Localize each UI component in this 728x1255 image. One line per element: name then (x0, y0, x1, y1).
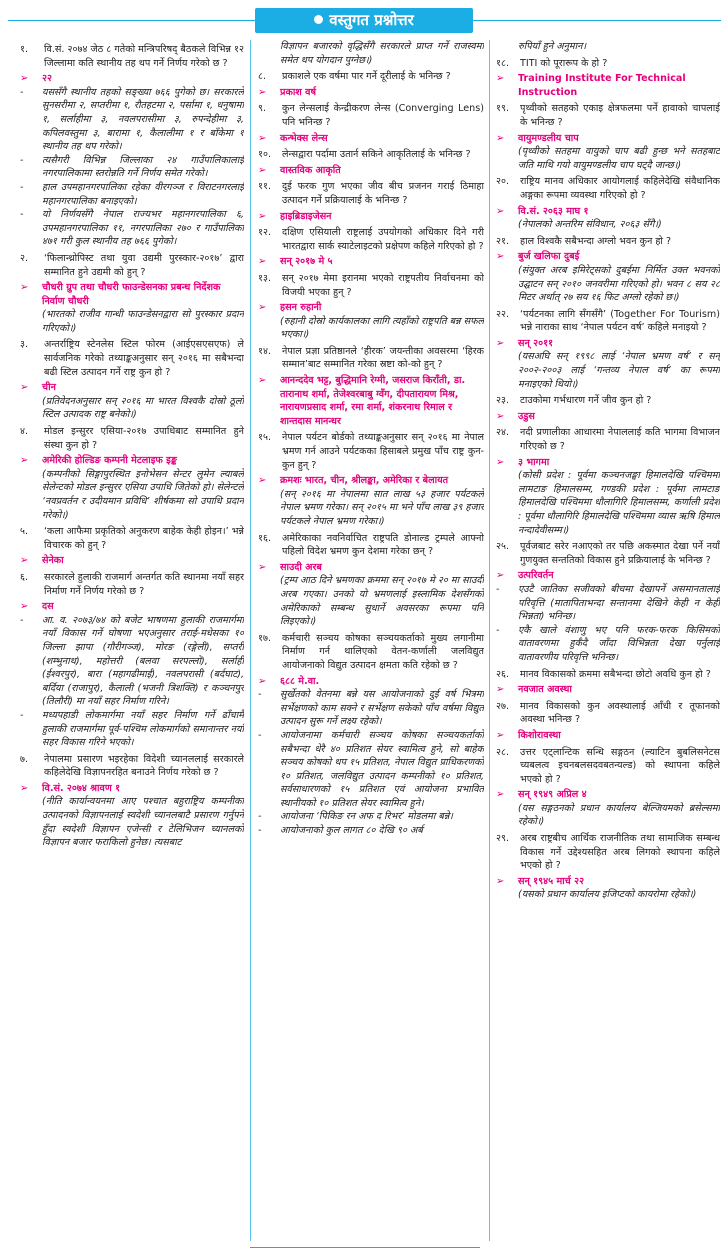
question-item (20, 571, 244, 598)
answer-item (258, 210, 484, 224)
question-item (258, 180, 484, 207)
bullet-item (258, 729, 484, 811)
answer-text: नवजात अवस्था (518, 684, 572, 696)
question-number: २५. (496, 541, 510, 553)
header-rule-left (8, 20, 255, 21)
question-number: ६. (20, 571, 29, 583)
question-number: २१. (496, 235, 510, 247)
note-text: (प्रतिवेदनअनुसार सन् २०१६ मा भारत विश्वकै दोस्रो ठूलो स्टिल उत्पादक राष्ट्र बनेको।) (42, 395, 244, 421)
question-number: १. (20, 44, 29, 55)
answer-text: उडुस (518, 410, 535, 422)
answer-item (20, 554, 244, 568)
dash-icon: - (20, 614, 24, 626)
dash-icon: - (20, 209, 24, 221)
answer-item (496, 875, 720, 889)
note-text: (सन् २०१६ मा नेपालमा सात लाख ५३ हजार पर्यटकले नेपाल भ्रमण गरेका। सन् २०१५ मा भने पाँच लाख ३९ हजार पर्यटकले नेपाल भ्रमण गरेका।) (280, 488, 484, 527)
question-number: ११. (258, 181, 272, 193)
bullet-text: आयोजनामा कर्मचारी सञ्चय कोषका सञ्चयकर्ताको सबैभन्दा धेरै ४० प्रतिशत सेयर स्वामित्व हुने, सो बाहेक सञ्चय कोषको थप १५ प्रतिशत, नेपाल विद्युत प्राधिकरणको १० प्रतिशत, जलविद्युत उत्पादन कम्पनीको १० प्रतिशत, सर्वसाधारणको १५ प्रतिशत एवं आयोजना प्रभावित स्थानीयको १० प्रतिशत सेयर स्वामित्व हुने। (280, 729, 484, 809)
question-item (258, 70, 484, 84)
bullet-text: हाल उपमहानगरपालिका रहेका वीरगञ्ज र विराटनगरलाई महानगरपालिका बनाइएको। (42, 181, 244, 207)
arrow-icon: ➢ (496, 132, 505, 144)
answer-text: किशोरावस्था (518, 729, 561, 741)
answer-item (258, 86, 484, 100)
answer-text: क्रमशः भारत, चीन, श्रीलङ्का, अमेरिका र बेलायत (280, 475, 449, 487)
arrow-icon: ➢ (20, 282, 29, 294)
question-item (20, 338, 244, 379)
question-number: ९. (258, 103, 267, 115)
question-item (258, 532, 484, 559)
question-text: कर्मचारी सञ्चय कोषका सञ्चयकर्ताको मुख्य लगानीमा निर्माण गर्न थालिएको वेतन-कर्णाली जलविद्युत आयोजनाको विद्युत उत्पादन क्षमता कति रहेको छ ? (282, 632, 484, 671)
question-number: १२. (258, 227, 272, 239)
answer-item (20, 600, 244, 614)
question-text: नदी प्रणालीका आधारमा नेपाललाई कति भागमा विभाजन गरिएको छ ? (520, 427, 720, 453)
answer-text: चीन (42, 382, 56, 394)
answer-text: बुर्ज खलिफा दुबई (518, 251, 580, 263)
dash-icon: - (496, 583, 500, 595)
answer-item (496, 683, 720, 697)
answer-text: उत्परिवर्तन (518, 570, 554, 582)
bullet-text: एकै खाले वंशाणु भए पनि फरक-फरक किसिमको वातावरणमा हुर्कँदै जाँदा विभिन्नता देखा पर्नुलाई वातावरणीय परिवृत्ति भनिन्छ। (518, 624, 720, 663)
answer-item (20, 72, 244, 86)
note-text: (संयुक्त अरब इमिरेट्सको दुबईमा निर्मित उक्त भवनको उद्घाटन सन् २०१० जनवरीमा गरिएको हो। भवन ८ सय २८ मिटर अर्थात् २७ सय १६ फिट अग्लो रहेको छ।) (518, 264, 720, 304)
answer-item (258, 132, 484, 146)
answer-item (496, 337, 720, 351)
question-item (258, 102, 484, 129)
bullet-item (20, 208, 244, 249)
answer-item (496, 729, 720, 743)
question-number: १९. (496, 103, 510, 115)
dash-icon: - (496, 624, 500, 636)
answer-text: दस (42, 601, 54, 613)
question-item (496, 308, 720, 335)
bullet-text: सुर्खेतको वेतनमा बन्ने यस आयोजनाको दुई वर्ष भित्रमा सर्भेक्षणको काम सक्ने र सर्भेक्षण सकेको पाँच वर्षमा विद्युत उत्पादन सुरू गर्ने लक्ष्य रहेको। (280, 689, 484, 728)
question-number: २८. (496, 746, 510, 758)
arrow-icon: ➢ (20, 782, 29, 794)
bullet-item (258, 824, 484, 838)
answer-text: अमेरिकी होल्डिङ कम्पनी मेटलाइफ इङ्क (42, 455, 177, 467)
question-text: नेपालमा प्रसारण भइरहेका विदेशी च्यानललाई सरकारले कहिलेदेखि विज्ञापनरहित बनाउने निर्णय गरेको छ ? (44, 753, 244, 779)
question-item (20, 425, 244, 452)
question-text: दुई फरक गुण भएका जीव बीच प्रजनन गराई ठिमाहा उत्पादन गर्ने प्रक्रियालाई के भनिन्छ ? (282, 181, 484, 206)
answer-text: ३ भागमा (518, 456, 550, 468)
question-number: २३. (496, 395, 510, 407)
question-text: मानव विकासको कुन अवस्थालाई आँधी र तूफानको अवस्था भनिन्छ ? (520, 700, 720, 726)
bullet-item (496, 624, 720, 665)
arrow-icon: ➢ (258, 675, 267, 687)
note-text: (भारतको राजीव गान्धी फाउन्डेसनद्वारा सो पुरस्कार प्रदान गरिएको।) (42, 309, 244, 334)
arrow-icon: ➢ (258, 375, 267, 387)
bullet-item (20, 86, 244, 154)
question-text: टाउकोमा गर्भधारण गर्ने जीव कुन हो ? (520, 395, 652, 407)
question-text: ‘पर्यटनका लागि सँगसँगै’ (Together For Tourism) भन्ने नाराका साथ ‘नेपाल पर्यटन वर्ष’ कहिले मनाइयो ? (520, 308, 720, 334)
answer-item (258, 474, 484, 488)
question-text: नेपाल पर्यटन बोर्डको तथ्याङ्कअनुसार सन् २०१६ मा नेपाल भ्रमण गर्न आउने पर्यटकका हिसाबले प्रमुख पाँच राष्ट्र कुन-कुन हुन् ? (282, 432, 484, 471)
question-number: १८. (496, 57, 510, 69)
arrow-icon: ➢ (496, 251, 505, 263)
question-item (258, 272, 484, 299)
question-number: ३. (20, 339, 29, 351)
question-item (496, 394, 720, 408)
arrow-icon: ➢ (258, 164, 267, 176)
answer-text: सन् २०११ (518, 337, 554, 349)
arrow-icon: ➢ (258, 256, 267, 268)
question-number: ७. (20, 753, 29, 765)
arrow-icon: ➢ (496, 337, 505, 349)
note-text: (कोसी प्रदेश : पूर्वमा कञ्चनजङ्घा हिमालदेखि पश्चिममा लामटाङ हिमालसम्म, गण्डकी प्रदेश : पूर्वमा लामटाङ हिमालदेखि पश्चिममा धौलागिरि हिमालसम्म, कर्णाली प्रदेश : पूर्वमा धौलागिरि हिमालदेखि पश्चिममा व्यास ऋषि हिमाल नन्दादेवीसम्म।) (518, 470, 720, 536)
question-text: ‘कला आफैमा प्रकृतिको अनुकरण बाहेक केही होइन।’ भन्ने विचारक को हुन् ? (44, 526, 244, 551)
answer-item (258, 255, 484, 269)
dash-icon: - (20, 181, 24, 193)
answer-item (496, 250, 720, 264)
bullet-item (20, 154, 244, 181)
question-text: TITI को पूरारूप के हो ? (520, 57, 608, 69)
note-text: (कम्पनीको सिङ्गापुरस्थित इनोभेसन सेन्टर लुमेन ल्याबले सेलेन्टको मोडल इन्सुरर एसिया उपाधि जितेको हो। सेलेन्टले ‘नवप्रवर्तन र उदीयमान प्रविधि’ शीर्षकमा सो उपाधि प्रदान गरेको।) (42, 468, 244, 521)
question-item (258, 632, 484, 673)
arrow-icon: ➢ (496, 789, 505, 801)
question-item (20, 525, 244, 552)
question-number: ८. (258, 71, 267, 83)
arrow-icon: ➢ (20, 382, 29, 394)
question-text: नेपाल प्रज्ञा प्रतिष्ठानले ‘हीरक’ जयन्तीका अवसरमा ‘हिरक सम्मान’बाट सम्मानित गरेका स्रष्टा को-को हुन् ? (282, 345, 484, 371)
note-text: (ट्रम्प आठ दिने भ्रमणका क्रममा सन् २०१७ मे २० मा साउदी अरब गएका। उनको यो भ्रमणलाई इस्लामिक देशसँगको अमेरिकाको सम्बन्ध सुधार्ने अवसरका रूपमा पनि लिइएको।) (280, 575, 484, 628)
answer-item (496, 132, 720, 146)
question-item (496, 832, 720, 873)
question-number: २०. (496, 176, 510, 188)
question-number: १४. (258, 345, 272, 357)
dash-icon: - (258, 729, 262, 741)
answer-item (496, 205, 720, 219)
answer-item (258, 561, 484, 575)
question-text: राष्ट्रिय मानव अधिकार आयोगलाई कहिलेदेखि संवैधानिक अङ्गका रूपमा व्यवस्था गरिएको हो ? (520, 176, 720, 201)
answer-item (496, 569, 720, 583)
arrow-icon: ➢ (258, 475, 267, 487)
question-item (258, 148, 484, 162)
answer-text: साउदी अरब (280, 561, 322, 573)
answer-item (20, 281, 244, 308)
answer-text: वायुमण्डलीय चाप (518, 132, 579, 144)
question-text: लेन्सद्वारा पर्दामा उतार्न सकिने आकृतिलाई के भनिन्छ ? (282, 149, 471, 161)
bullet-text: एउटै जातिका सजीवको बीचमा देखापर्ने असमानतालाई परिवृत्ति (मातापिताभन्दा सन्तानमा देखिने केही न केही भिन्नता) भनिन्छ। (518, 583, 720, 623)
arrow-icon: ➢ (258, 302, 267, 314)
question-text: अरब राष्ट्रबीच आर्थिक राजनीतिक तथा सामाजिक सम्बन्ध विकास गर्ने उद्देश्यसहित अरब लिगको स्थापना कहिले भएको हो ? (520, 833, 720, 872)
dash-icon: - (258, 811, 262, 823)
question-item (496, 746, 720, 787)
answer-text: प्रकाश वर्ष (280, 86, 317, 98)
arrow-icon: ➢ (496, 729, 505, 741)
note-text: (यसको प्रधान कार्यालय इजिप्टको कायरोमा रहेको।) (518, 889, 697, 901)
arrow-icon: ➢ (496, 205, 505, 217)
question-number: २७. (496, 700, 510, 712)
arrow-icon: ➢ (20, 555, 29, 567)
question-item (258, 345, 484, 372)
question-item (496, 235, 720, 249)
arrow-icon: ➢ (496, 875, 505, 887)
bullet-text: मध्यपहाडी लोकमार्गमा नयाँ सहर निर्माण गर्ने ढाँचामै हुलाकी राजमार्गमा पूर्व-पश्चिम लोकमार्गको समानान्तर नयाँ सहर विकास गरिने भएको। (42, 709, 244, 749)
question-text: प्रकाशले एक वर्षमा पार गर्ने दूरीलाई के भनिन्छ ? (282, 71, 451, 83)
question-number: २४. (496, 427, 510, 439)
answer-text: सन् २०१७ मे ५ (280, 256, 333, 268)
question-text: सन् २०१७ मेमा इरानमा भएको राष्ट्रपतीय निर्वाचनमा को विजयी भएका हुन् ? (282, 272, 484, 298)
question-item (20, 753, 244, 780)
question-text: पूर्वजबाट सरेर नआएको तर पछि अकस्मात देखा पर्ने नयाँ गुणयुक्त सन्ततिको विकास हुने प्रक्रियालाई के भनिन्छ ? (520, 541, 720, 566)
page-title-text: वस्तुगत प्रश्नोत्तर (329, 11, 414, 29)
answer-text: वास्तविक आकृति (280, 164, 341, 176)
arrow-icon: ➢ (258, 210, 267, 222)
note-text: (यस सङ्गठनको प्रधान कार्यालय बेल्जियमको ब्रसेल्समा रहेको।) (518, 802, 720, 828)
footer-rule (250, 1247, 480, 1248)
answer-item (496, 788, 720, 802)
question-text: दक्षिण एसियाली राष्ट्रलाई उपयोगको अधिकार दिने गरी भारतद्वारा सार्क स्याटेलाइटको प्रक्षेपण कहिले गरिएको हो ? (282, 227, 484, 252)
question-item (258, 431, 484, 472)
question-text: अमेरिकाका नवनिर्वाचित राष्ट्रपति डोनाल्ड ट्रम्पले आफ्नो पहिलो विदेश भ्रमण कुन देशमा गरेका छन् ? (282, 532, 484, 558)
answer-text: Training Institute For Technical Instruction (518, 73, 686, 98)
question-number: ५. (20, 526, 29, 538)
answer-text: कन्भेक्स लेन्स (280, 132, 328, 144)
question-text: पृथ्वीको सतहको एकाइ क्षेत्रफलमा पर्ने हावाको चापलाई के भनिन्छ ? (520, 103, 720, 128)
note-text: (यसअघि सन् १९९८ लाई ‘नेपाल भ्रमण वर्ष’ र सन् २००२-२००३ लाई ‘गन्तव्य नेपाल वर्ष’ का रूपमा मनाइएको थियो।) (518, 351, 720, 390)
question-text: कुन लेन्सलाई केन्द्रीकरण लेन्स (Converging Lens) पनि भनिन्छ ? (282, 103, 484, 128)
arrow-icon: ➢ (20, 601, 29, 613)
question-number: २. (20, 252, 29, 264)
answer-text: ६८८ मे.वा. (280, 675, 320, 687)
arrow-icon: ➢ (496, 410, 505, 422)
question-item (496, 57, 720, 71)
question-number: १३. (258, 272, 272, 284)
answer-item (258, 301, 484, 315)
bullet-text: यससँगै स्थानीय तहको सङ्ख्या ७६६ पुगेको छ। सरकारले सुनसरीमा २, सप्तरीमा १, रौतहटमा २, पर्सामा १, धनुषामा १, सर्लाहीमा ३, नवलपरासीमा ३, रुपन्देहीमा ३, कपिलवस्तुमा ३, बारामा १, कैलालीमा १ र बाँकेमा १ स्थानीय तह थप गरेको। (42, 86, 244, 153)
answer-text: हसन रुहानी (280, 302, 322, 314)
answer-item (496, 72, 720, 99)
arrow-icon: ➢ (496, 570, 505, 582)
bullet-item (20, 181, 244, 208)
question-item (496, 540, 720, 567)
answer-text: चौधरी ग्रुप तथा चौधरी फाउन्डेसनका प्रबन्ध निर्देशक निर्वाण चौधरी (42, 282, 221, 307)
question-item (496, 700, 720, 727)
question-item (496, 175, 720, 202)
question-text: सरकारले हुलाकी राजमार्ग अन्तर्गत कति स्थानमा नयाँ सहर निर्माण गर्ने निर्णय गरेको छ ? (44, 571, 244, 597)
dash-icon: - (20, 154, 24, 166)
question-text: हाल विश्वकै सबैभन्दा अग्लो भवन कुन हो ? (520, 235, 672, 247)
question-text: मानव विकासको क्रममा सबैभन्दा छोटो अवधि कुन हो ? (520, 668, 711, 680)
column-divider-1 (250, 40, 251, 1241)
arrow-icon: ➢ (496, 684, 505, 696)
arrow-icon: ➢ (258, 86, 267, 98)
question-number: १५. (258, 432, 272, 444)
question-number: १६. (258, 532, 272, 544)
answer-text: वि.सं. २०६३ माघ १ (518, 205, 589, 217)
answer-item (258, 374, 484, 428)
bullet-text: आयोजनाको कुल लागत ८० देखि ९० अर्ब (280, 825, 423, 837)
answer-text: २२ (42, 73, 52, 85)
dash-icon: - (258, 689, 262, 701)
answer-text: वि.सं. २०७४ श्रावण १ (42, 782, 121, 794)
bullet-item (20, 709, 244, 750)
note-text: (रुहानी दोस्रो कार्यकालका लागि त्यहाँको राष्ट्रपति बन्न सफल भएका।) (280, 315, 484, 341)
question-text: अन्तर्राष्ट्रिय स्टेनलेस स्टिल फोरम (आईएसएसएफ) ले सार्वजनिक गरेको तथ्याङ्कअनुसार सन् २०१६ मा सबैभन्दा बढी स्टिल उत्पादन गर्ने राष्ट्र कुन हो ? (44, 339, 244, 378)
answer-item (258, 675, 484, 689)
note-text: रुपियाँ हुने अनुमान। (518, 41, 587, 52)
bullet-item (258, 810, 484, 824)
arrow-icon: ➢ (496, 456, 505, 468)
bullet-item (20, 614, 244, 709)
question-item (496, 426, 720, 453)
question-item (258, 226, 484, 253)
question-item (20, 252, 244, 279)
bullet-item (258, 688, 484, 729)
question-text: ‘फिलान्थ्रोपिस्ट तथा युवा उद्यमी पुरस्कार-२०१७’ द्वारा सम्मानित हुने उद्यमी को हुन् ? (44, 252, 244, 278)
answer-text: सन् १९४९ अप्रिल ४ (518, 789, 587, 801)
note-text: (नीति कार्यान्वयनमा आए पश्चात बहुराष्ट्रिय कम्पनीका उत्पादनको विज्ञापनलाई स्वदेशी च्यानलबाटै प्रसारण गर्नुपर्ने हुँदा स्वदेशी विज्ञापन एजेन्सी र टेलिभिजन च्यानलको विज्ञापन बजार फराकिलो हुनेछ। त्यसबाट (42, 796, 244, 849)
question-number: १०. (258, 149, 272, 161)
dash-icon: - (258, 825, 262, 837)
arrow-icon: ➢ (496, 73, 505, 85)
page-title (255, 8, 473, 33)
dash-icon: - (20, 709, 24, 721)
question-item (496, 102, 720, 129)
bullet-icon (314, 15, 323, 24)
dash-icon: - (20, 86, 24, 98)
question-number: ४. (20, 426, 29, 438)
answer-item (258, 164, 484, 178)
question-item (496, 668, 720, 682)
answer-text: सेनेका (42, 555, 64, 567)
question-text: वि.सं. २०७४ जेठ ८ गतेको मन्त्रिपरिषद् बैठकले विभिन्न १२ जिल्लामा कति स्थानीय तह थप गर्ने निर्णय गरेको छ ? (44, 44, 244, 69)
question-text: उत्तर एट्लान्टिक सन्धि सङ्गठन (ल्याटिन बुबलिसनेटस च्यबलत्व इचनबलसदवबतन्यल्ड) को स्थापना कहिले भएको हो ? (520, 746, 720, 785)
bullet-item (496, 583, 720, 624)
column-3 (496, 40, 720, 1245)
arrow-icon: ➢ (258, 561, 267, 573)
question-text: मोडल इन्सुरर एसिया-२०१७ उपाधिबाट सम्मानित हुने संस्था कुन हो ? (44, 426, 244, 451)
arrow-icon: ➢ (20, 73, 29, 85)
header-rule-right (473, 20, 721, 21)
answer-item (496, 410, 720, 424)
answer-item (496, 456, 720, 470)
note-text: (नेपालको अन्तरिम संविधान, २०६३ सँगै।) (518, 219, 662, 231)
answer-text: सन् १९४५ मार्च २२ (518, 875, 585, 887)
answer-item (20, 454, 244, 468)
answer-item (20, 381, 244, 395)
bullet-text: आ. व. २०७३/७४ को बजेट भाषणमा हुलाकी राजमार्गमा नयाँ विकास गर्ने घोषणा भएअनुसार तराई-मधेसका १० जिल्ला झापा (गौरीगञ्ज), मोरङ (रङ्गेली), सप्तरी (शम्भुनाथ), महोत्तरी (बलवा सरपल्लो), सर्लाही (ईश्वरपुर), बारा (महागढीमाई), नवलपरासी (बर्दघाट), बर्दिया (राजापुर), कैलाली (भजनी त्रिशक्ति) र कञ्चनपुर (तिलौरी) मा नयाँ सहर निर्माण गरिने। (42, 614, 244, 708)
question-number: २९. (496, 833, 510, 845)
question-number: २६. (496, 668, 510, 680)
column-1 (20, 40, 244, 1245)
answer-text: हाइब्रिडाइजेसन (280, 210, 332, 222)
question-number: २२. (496, 308, 510, 320)
bullet-text: यो निर्णयसँगै नेपाल राज्यभर महानगरपालिका ६, उपमहानगरपालिका ११, नगरपालिका २७० र गाउँपालिका ४७१ गरी कुल स्थानीय तह ७६६ पुगेको। (42, 209, 244, 248)
answer-item (20, 782, 244, 796)
note-text: विज्ञापन बजारको वृद्धिसँगै सरकारले प्राप्त गर्ने राजस्वमा समेत थप योगदान पुग्नेछ।) (280, 41, 484, 66)
bullet-text: त्यसैगरी विभिन्न जिल्लाका २४ गाउँपालिकालाई नगरपालिकामा स्तरोन्नति गर्ने निर्णय समेत गरेको। (42, 154, 244, 180)
column-divider-2 (489, 40, 490, 1241)
arrow-icon: ➢ (20, 455, 29, 467)
column-2 (258, 40, 484, 1245)
note-text: (पृथ्वीको सतहमा वायुको चाप बढी हुन्छ भने सतहबाट जति माथि गयो वायुमण्डलीय चाप घट्दै जान्छ।) (518, 146, 720, 171)
answer-text: आनन्ददेव भट्ट, बुद्धिमानि रेग्मी, जसराज किराँती, डा. तारानाथ शर्मा, तेजेश्वरबाबु ग्वँग, दीपतारायण मिश्र, नारायणप्रसाद शर्मा, रमा शर्मा, शंकरनाथ रिमाल र शान्तदास मानन्धर (280, 375, 466, 427)
arrow-icon: ➢ (258, 132, 267, 144)
question-number: १७. (258, 632, 272, 644)
bullet-text: आयोजना ‘पिकिङ रन अफ द रिभर’ मोडलमा बन्ने। (280, 811, 453, 823)
question-item (20, 43, 244, 70)
